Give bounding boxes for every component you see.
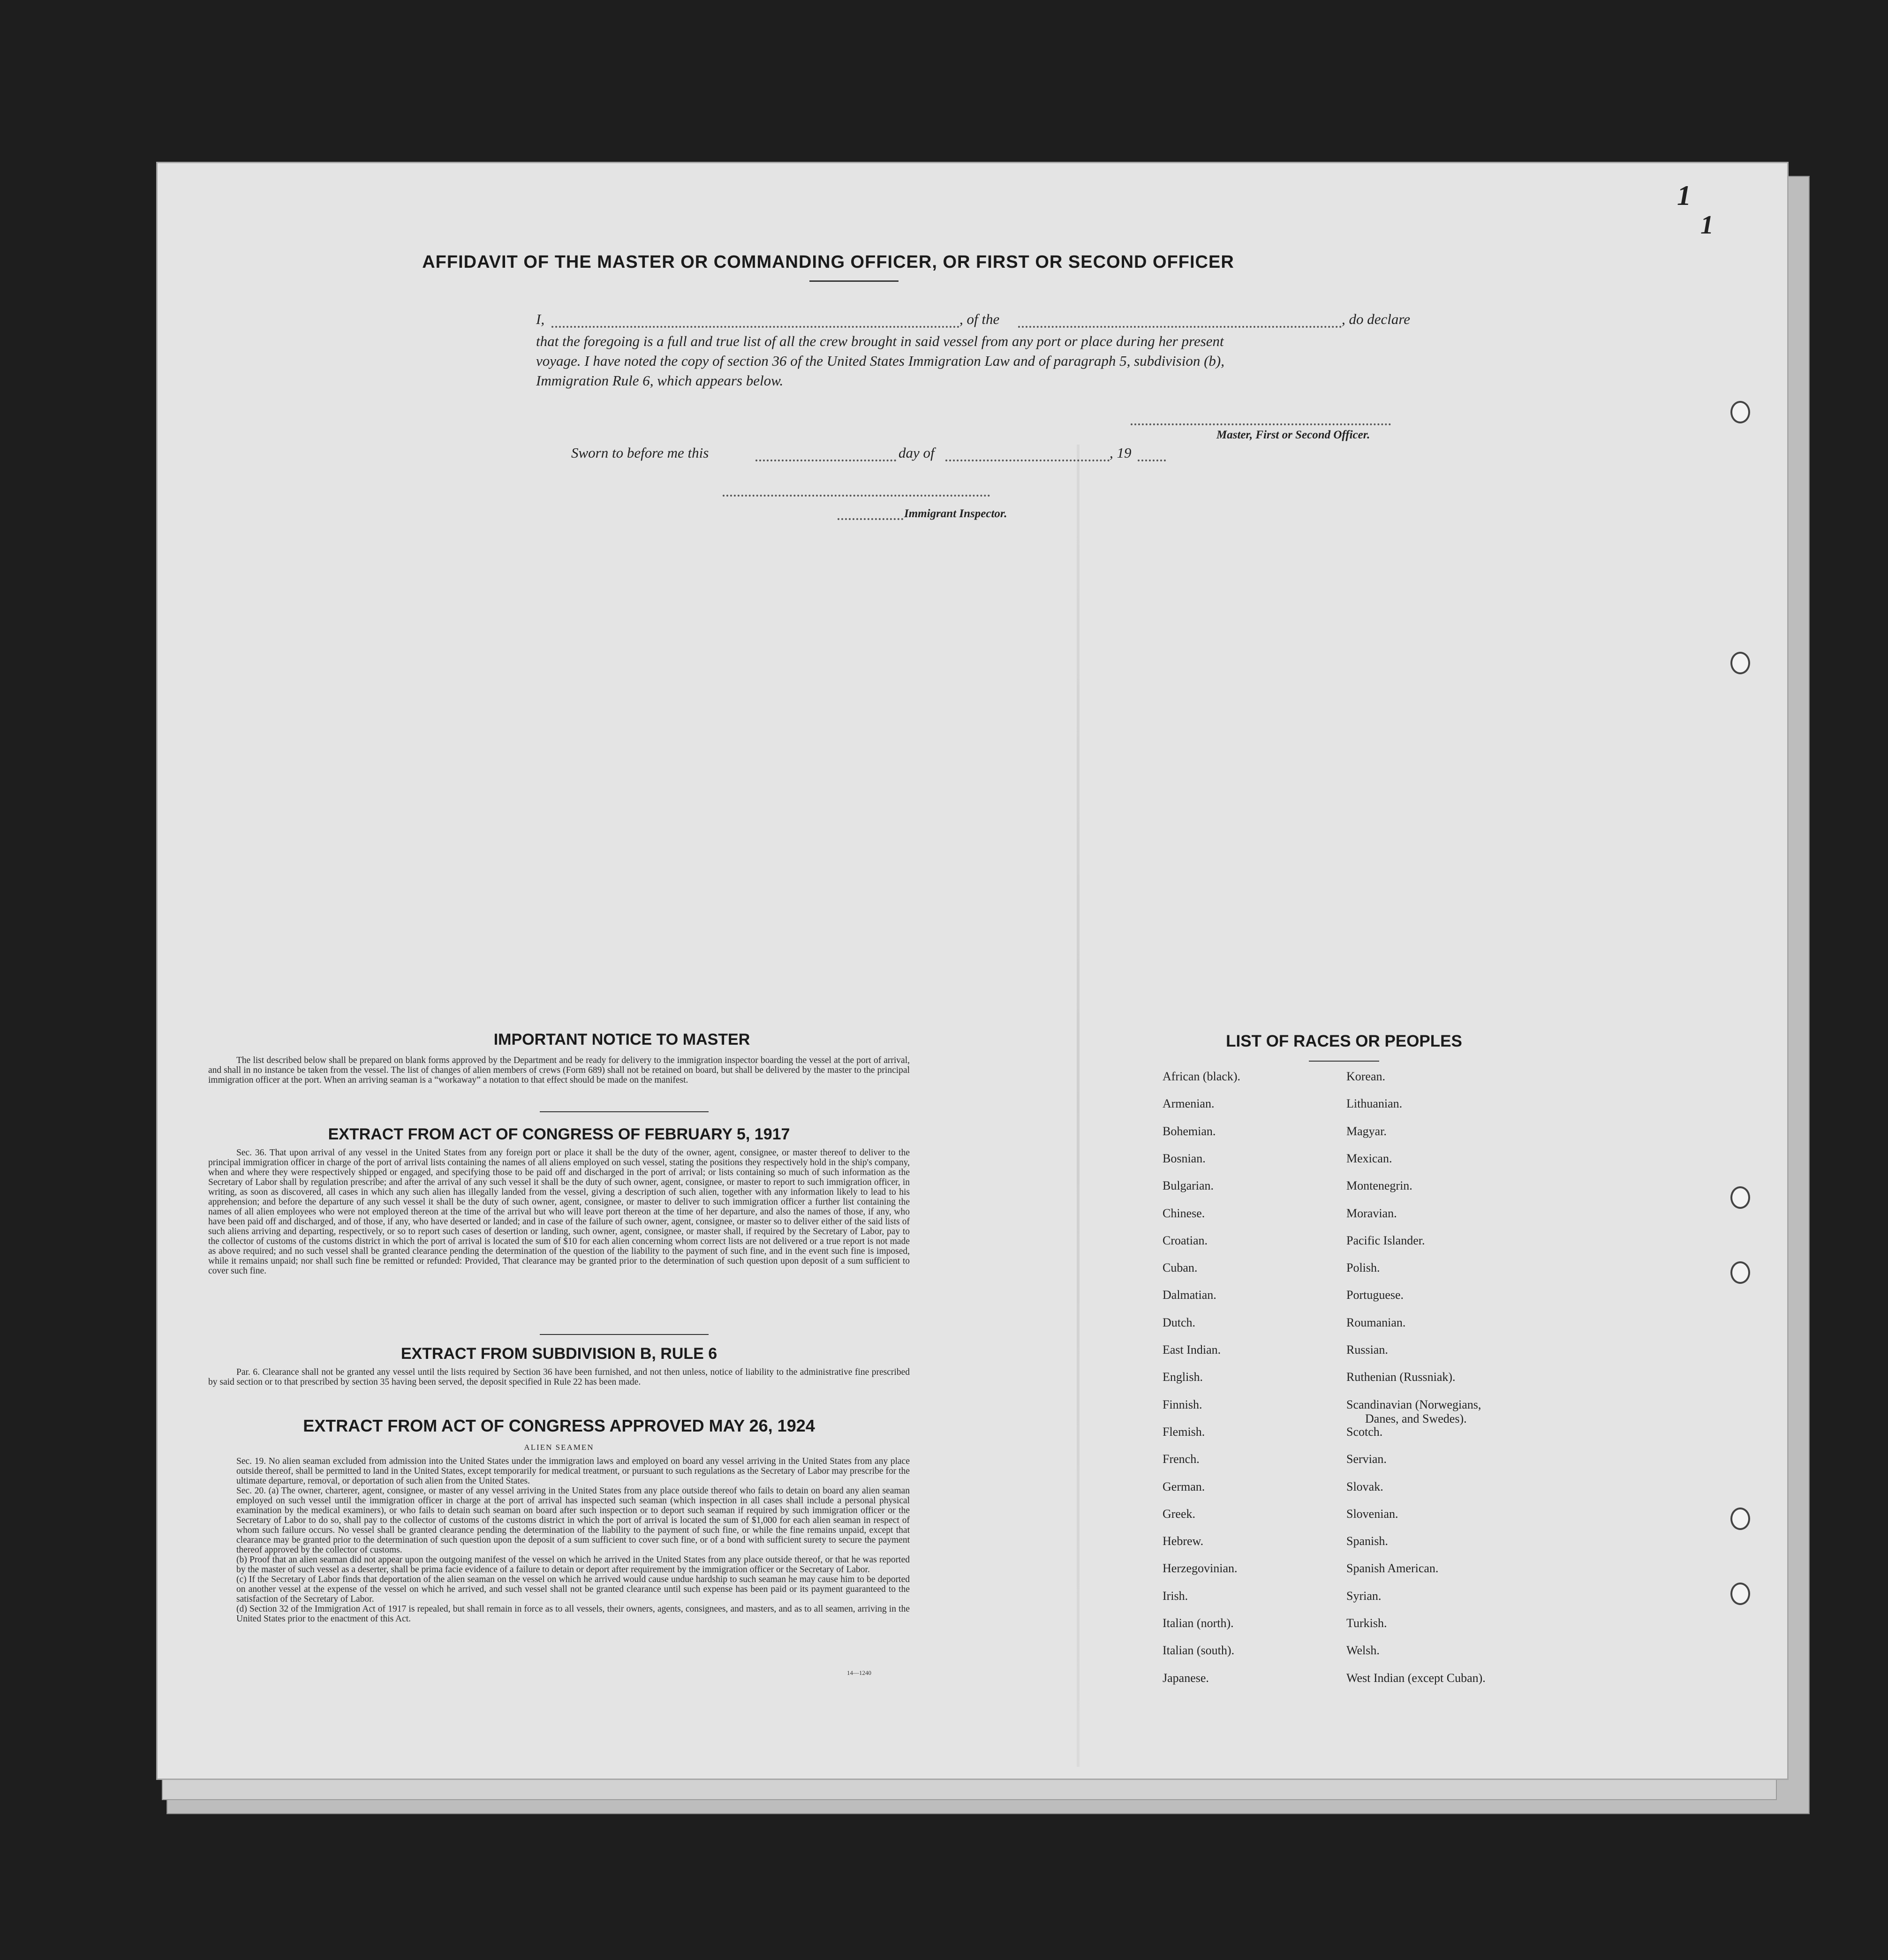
race-entry: Korean. xyxy=(1346,1070,1386,1083)
race-entry: Lithuanian. xyxy=(1346,1097,1403,1111)
race-entry: Turkish. xyxy=(1346,1616,1387,1630)
name-blank[interactable] xyxy=(551,326,959,328)
race-entry: Slovenian. xyxy=(1346,1507,1398,1521)
race-entry: Chinese. xyxy=(1163,1206,1205,1220)
race-entry: Bulgarian. xyxy=(1163,1179,1214,1193)
binder-hole xyxy=(1730,401,1750,423)
binder-hole xyxy=(1730,1583,1750,1605)
race-entry: East Indian. xyxy=(1163,1343,1221,1357)
races-right-column xyxy=(1346,1070,1567,1685)
race-entry: English. xyxy=(1163,1370,1203,1384)
races-left-column xyxy=(1163,1070,1350,1685)
race-entry: Magyar. xyxy=(1346,1124,1387,1138)
extract-1924-text xyxy=(208,1456,910,1624)
race-entry: Irish. xyxy=(1163,1589,1188,1603)
sec-20b-paragraph: (b) Proof that an alien seaman did not appear upon the outgoing manifest of the vessel on which he arrived in the United States from any place outside thereof, or that he was reported by the master of such vessel as a deserter, shall be prima facie evidence of a failure to detain or deport after requirement by the immigration officer or the Secretary of Labor. xyxy=(236,1555,910,1575)
race-entry: Bohemian. xyxy=(1163,1124,1216,1138)
sec-20c-paragraph: (c) If the Secretary of Labor finds that deportation of the alien seaman on the vessel on which he arrived would cause undue hardship to such seaman he may cause him to be deported on another vessel at the expense of the vessel on which he arrived, and such vessel shall not be granted clearance until such expense has been paid or its payment guaranteed to the satisfaction of the Secretary of Labor. xyxy=(236,1575,910,1604)
race-entry: Polish. xyxy=(1346,1261,1380,1275)
inspector-lead-dots xyxy=(838,518,903,520)
affidavit-title: AFFIDAVIT OF THE MASTER OR COMMANDING OFFICER, OR FIRST OR SECOND OFFICER xyxy=(422,252,1234,272)
race-entry: Syrian. xyxy=(1346,1589,1382,1603)
affidavit-line-3: voyage. I have noted the copy of section 36 of the United States Immigration Law and of paragraph 5, subdivision (b), xyxy=(536,353,1224,369)
extract-1924-heading: EXTRACT FROM ACT OF CONGRESS APPROVED MAY 26, 1924 xyxy=(303,1416,815,1435)
race-entry: Danes, and Swedes). xyxy=(1365,1411,1467,1425)
race-entry: Armenian. xyxy=(1163,1097,1215,1111)
race-entry: Cuban. xyxy=(1163,1261,1198,1275)
notice-rule xyxy=(540,1111,709,1112)
sworn-label: Sworn to before me this xyxy=(571,445,709,461)
race-entry: German. xyxy=(1163,1479,1205,1493)
race-entry: Bosnian. xyxy=(1163,1151,1206,1165)
affidavit-i: I, xyxy=(536,311,545,327)
extract-1917-rule xyxy=(540,1334,709,1335)
notice-body: The list described below shall be prepared on blank forms approved by the Department and be ready for delivery to the immigration inspector boarding the vessel at the port of arrival, and shall in no instance be taken from the vessel. The list of changes of alien members of crews (Form 689) shall not be retained on board, but shall be delivered by the master to the principal immigration officer at the port. When an arriving seaman is a “workaway” a notation to that effect should be made on the manifest. xyxy=(208,1055,910,1085)
race-entry: Scandinavian (Norwegians, xyxy=(1346,1397,1481,1411)
affidavit-of-the: , of the xyxy=(959,311,1000,327)
races-rule xyxy=(1309,1061,1379,1062)
affidavit-declare: , do declare xyxy=(1342,311,1411,327)
page-number-mark-2: 1 xyxy=(1700,211,1714,240)
race-entry: Pacific Islander. xyxy=(1346,1233,1425,1247)
race-entry: Spanish American. xyxy=(1346,1561,1439,1576)
race-entry: West Indian (except Cuban). xyxy=(1346,1671,1486,1685)
binder-hole xyxy=(1730,652,1750,674)
race-entry: Croatian. xyxy=(1163,1233,1208,1247)
race-entry: Japanese. xyxy=(1163,1671,1209,1685)
race-entry: Italian (south). xyxy=(1163,1643,1235,1658)
sec-20a-paragraph: Sec. 20. (a) The owner, charterer, agent, consignee, or master of any vessel arriving in the United States from any place outside thereof who fails to detain on board any alien seaman employed on such vessel until the immigration officer in charge at the port of arrival has inspected such seaman (which inspection in all cases shall include a personal physical examination by the medical examiners), or who fails to detain such seaman on board after such inspection or to deport such seaman if required by such immigration officer or the Secretary of Labor to do so, shall pay to the collector of customs of the customs district in which the port of arrival is located the sum of $1,000 for each alien seaman in respect of whom such failure occurs. No vessel shall be granted clearance pending the determination of the liability to the payment of such fine, or while the fine remains unpaid, except that clearance may be granted prior to the determination of such question upon the deposit of a sum sufficient to cover such fine, or of a bond with sufficient surety to secure the payment thereof approved by the collector of customs. xyxy=(236,1486,910,1555)
race-entry: Ruthenian (Russniak). xyxy=(1346,1370,1456,1384)
page-number-mark: 1 xyxy=(1677,180,1691,211)
race-entry: Russian. xyxy=(1346,1343,1388,1357)
race-entry: Montenegrin. xyxy=(1346,1179,1412,1193)
affidavit-line-4: Immigration Rule 6, which appears below. xyxy=(536,372,784,389)
alien-seamen-subheading: ALIEN SEAMEN xyxy=(524,1443,594,1452)
document-page xyxy=(156,162,1789,1780)
extract-1917-body: Sec. 36. That upon arrival of any vessel in the United States from any foreign port or place it shall be the duty of the owner, agent, consignee, or master thereof to deliver to the principal immigration officer in charge of the port of arrival lists containing the names of all aliens employed on such vessel, stating the positions they respectively hold in the ship's company, when and where they were respectively shipped or engaged, and specifying those to be paid off and discharged in the port of arrival; or lists containing so much of such information as the Secretary of Labor shall by regulation prescribe; and after the arrival of any such vessel it shall be the duty of such owner, agent, consignee, or master to report to such immigration officer, in writing, as soon as discovered, all cases in which any such alien has illegally landed from the vessel, giving a description of such alien, together with any information likely to lead to his apprehension; and before the departure of any such vessel it shall be the duty of such owner, agent, consignee, or master to deliver to such immigration officer a further list containing the names of all alien employees who were not employed thereon at the time of the arrival but who will leave port thereon at the time of her departure, and also the names of those, if any, who have been paid off and discharged, and of those, if any, who have deserted or landed; and in case of the failure of such owner, agent, consignee, or master so to deliver either of the said lists of such aliens arriving and departing, respectively, or so to report such cases of desertion or landing, such owner, agent, consignee, or master shall, if required by the Secretary of Labor, pay to the collector of customs of the customs district in which the port of arrival is located the sum of $10 for each alien concerning whom correct lists are not delivered or a true report is not made as above required; and no such vessel shall be granted clearance pending the determination of the question of the liability to the payment of such fine, and in the event such fine is imposed, while it remains unpaid; nor shall such fine be remitted or refunded: Provided, That clearance may be granted prior to the determination of such question upon deposit of a sum sufficient to cover such fine. xyxy=(208,1148,910,1276)
inspector-signature-blank[interactable] xyxy=(723,495,990,497)
race-entry: Servian. xyxy=(1346,1452,1387,1466)
race-entry: Spanish. xyxy=(1346,1534,1388,1548)
inspector-label: Immigrant Inspector. xyxy=(904,507,1007,520)
sec-20d-paragraph: (d) Section 32 of the Immigration Act of 1917 is repealed, but shall remain in force as to all vessels, their owners, agents, consignees, and masters, and as to all seamen, arriving in the United States prior to the enactment of this Act. xyxy=(236,1604,910,1624)
race-entry: African (black). xyxy=(1163,1070,1241,1083)
rule-6-body: Par. 6. Clearance shall not be granted any vessel until the lists required by Section 36 have been furnished, and not then unless, notice of liability to the administrative fine prescribed by said section or to that prescribed by section 35 having been served, the deposit specified in Rule 22 has been made. xyxy=(208,1367,910,1387)
race-entry: Roumanian. xyxy=(1346,1315,1406,1329)
race-entry: Scotch. xyxy=(1346,1425,1383,1439)
race-entry: Portuguese. xyxy=(1346,1288,1404,1302)
race-entry: Herzegovinian. xyxy=(1163,1561,1238,1576)
vessel-blank[interactable] xyxy=(1018,326,1342,328)
form-number: 14—1240 xyxy=(847,1669,871,1676)
master-signature-label: Master, First or Second Officer. xyxy=(1216,429,1370,441)
sworn-day-blank[interactable] xyxy=(755,460,896,461)
sec-19-paragraph: Sec. 19. No alien seaman excluded from admission into the United States under the immigration laws and employed on board any vessel arriving in the United States from any place outside thereof, shall be permitted to land in the United States, except temporarily for medical treatment, or pursuant to such regulations as the Secretary of Labor may prescribe for the ultimate departure, removal, or deportation of such alien from the United States. xyxy=(236,1456,910,1486)
race-entry: Mexican. xyxy=(1346,1151,1392,1165)
rule-6-heading: EXTRACT FROM SUBDIVISION B, RULE 6 xyxy=(400,1345,717,1363)
extract-1917-heading: EXTRACT FROM ACT OF CONGRESS OF FEBRUARY 5, 1917 xyxy=(328,1125,790,1143)
race-entry: Welsh. xyxy=(1346,1643,1380,1658)
day-of-label: day of xyxy=(899,445,935,461)
race-entry: Italian (north). xyxy=(1163,1616,1234,1630)
binder-hole xyxy=(1730,1186,1750,1209)
year-label: , 19 xyxy=(1110,445,1132,461)
affidavit-line-2: that the foregoing is a full and true list of all the crew brought in said vessel from any port or place during her present xyxy=(536,333,1224,349)
race-entry: Dalmatian. xyxy=(1163,1288,1216,1302)
binder-hole xyxy=(1730,1508,1750,1530)
binder-hole xyxy=(1730,1261,1750,1284)
page-fold xyxy=(1077,445,1080,1767)
race-entry: Finnish. xyxy=(1163,1397,1202,1411)
master-signature-blank[interactable] xyxy=(1131,423,1391,425)
race-entry: Hebrew. xyxy=(1163,1534,1204,1548)
title-rule xyxy=(809,280,899,282)
sworn-month-blank[interactable] xyxy=(945,460,1110,461)
race-entry: Dutch. xyxy=(1163,1315,1196,1329)
race-entry: Greek. xyxy=(1163,1507,1196,1521)
notice-heading: IMPORTANT NOTICE TO MASTER xyxy=(493,1031,750,1048)
race-entry: Moravian. xyxy=(1346,1206,1397,1220)
races-heading: LIST OF RACES OR PEOPLES xyxy=(1226,1032,1462,1050)
race-entry: Flemish. xyxy=(1163,1425,1205,1439)
race-entry: French. xyxy=(1163,1452,1200,1466)
race-entry: Slovak. xyxy=(1346,1479,1383,1493)
year-blank[interactable] xyxy=(1138,460,1166,461)
